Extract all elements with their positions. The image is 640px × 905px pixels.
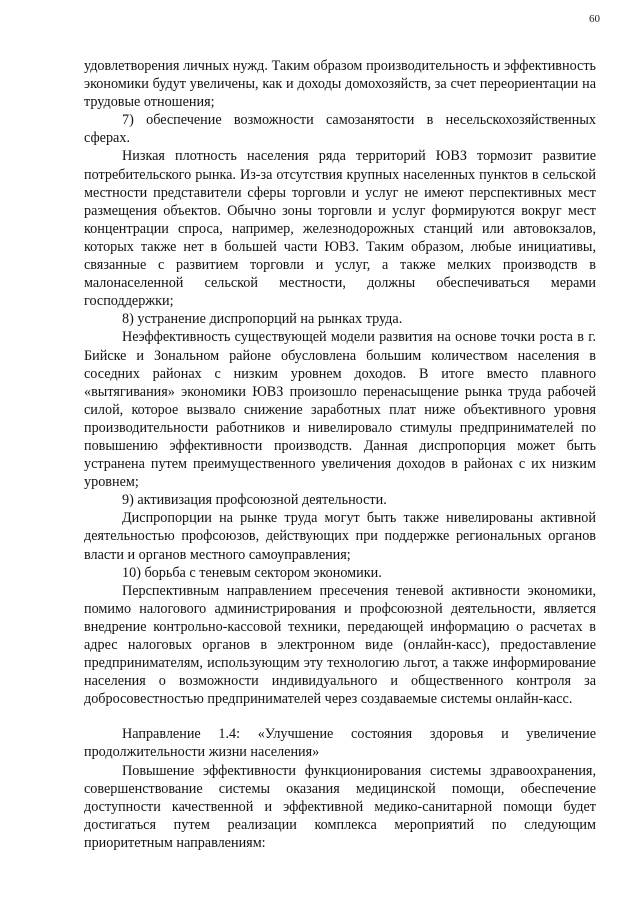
paragraph: Диспропорции на рынке труда могут быть также нивелированы активной деятельностью профсоюзов, действующих при поддержке региональных органов власти и органов местного самоуправления;	[84, 510, 596, 563]
list-item: 7) обеспечение возможности самозанятости в несельскохозяйственных сферах.	[84, 112, 596, 147]
section-heading: Направление 1.4: «Улучшение состояния здоровья и увеличение продолжительности жизни населения»	[84, 726, 596, 761]
paragraph: Повышение эффективности функционирования системы здравоохранения, совершенствование системы оказания медицинской помощи, обеспечение доступности качественной и эффективной медико-санитарной помощи будет достигаться путем реализации комплекса мероприятий по следующим приоритетным направлениям:	[84, 762, 596, 851]
paragraph: удовлетворения личных нужд. Таким образом производительность и эффективность экономики будут увеличены, как и доходы домохозяйств, за счет переориентации на трудовые отношения;	[84, 58, 596, 111]
paragraph: Перспективным направлением пресечения теневой активности экономики, помимо налогового администрирования и профсоюзной деятельности, является внедрение контрольно-кассовой техники, передающей информацию о расчетах в адрес налоговых органов в электронном виде (онлайн-касс), предоставление предпринимателям, использующим эту технологию льгот, а также информирование населения о возможности индивидуального и общественного контроля за добросовестностью предпринимателей через создаваемые системы онлайн-касс.	[84, 582, 596, 708]
section-gap	[84, 708, 596, 725]
paragraph: Неэффективность существующей модели развития на основе точки роста в г. Бийске и Зональном районе обусловлена большим количеством населения в соседних районах с низким уровнем доходов. В итоге вместо плавного «вытягивания» экономики ЮВЗ произошло перенасыщение рынка труда рабочей силой, которое вызвало снижение заработных плат ниже объективного уровня производительности работников и нивелировало стимулы предпринимателей по повышению эффективности производств. Данная диспропорция может быть устранена путем преимущественного увеличения доходов в районах с их низким уровнем;	[84, 329, 596, 491]
paragraph: Низкая плотность населения ряда территорий ЮВЗ тормозит развитие потребительского рынка. Из-за отсутствия крупных населенных пунктов в сельской местности представители сферы торговли и услуг не имеют перспективных мест размещения объектов. Обычно зоны торговли и услуг формируются вокруг мест концентрации спроса, например, железнодорожных станций или автовокзалов, которых также нет в большей части ЮВЗ. Таким образом, любые инициативы, связанные с развитием торговли и услуг, а также мелких производств в малонаселенной сельской местности, должны обеспечиваться мерами господдержки;	[84, 148, 596, 310]
list-item: 8) устранение диспропорций на рынках труда.	[122, 311, 403, 328]
body-text	[84, 57, 596, 852]
list-item: 10) борьба с теневым сектором экономики.	[122, 564, 382, 581]
page-number: 60	[589, 13, 600, 25]
list-item: 9) активизация профсоюзной деятельности.	[122, 492, 387, 509]
